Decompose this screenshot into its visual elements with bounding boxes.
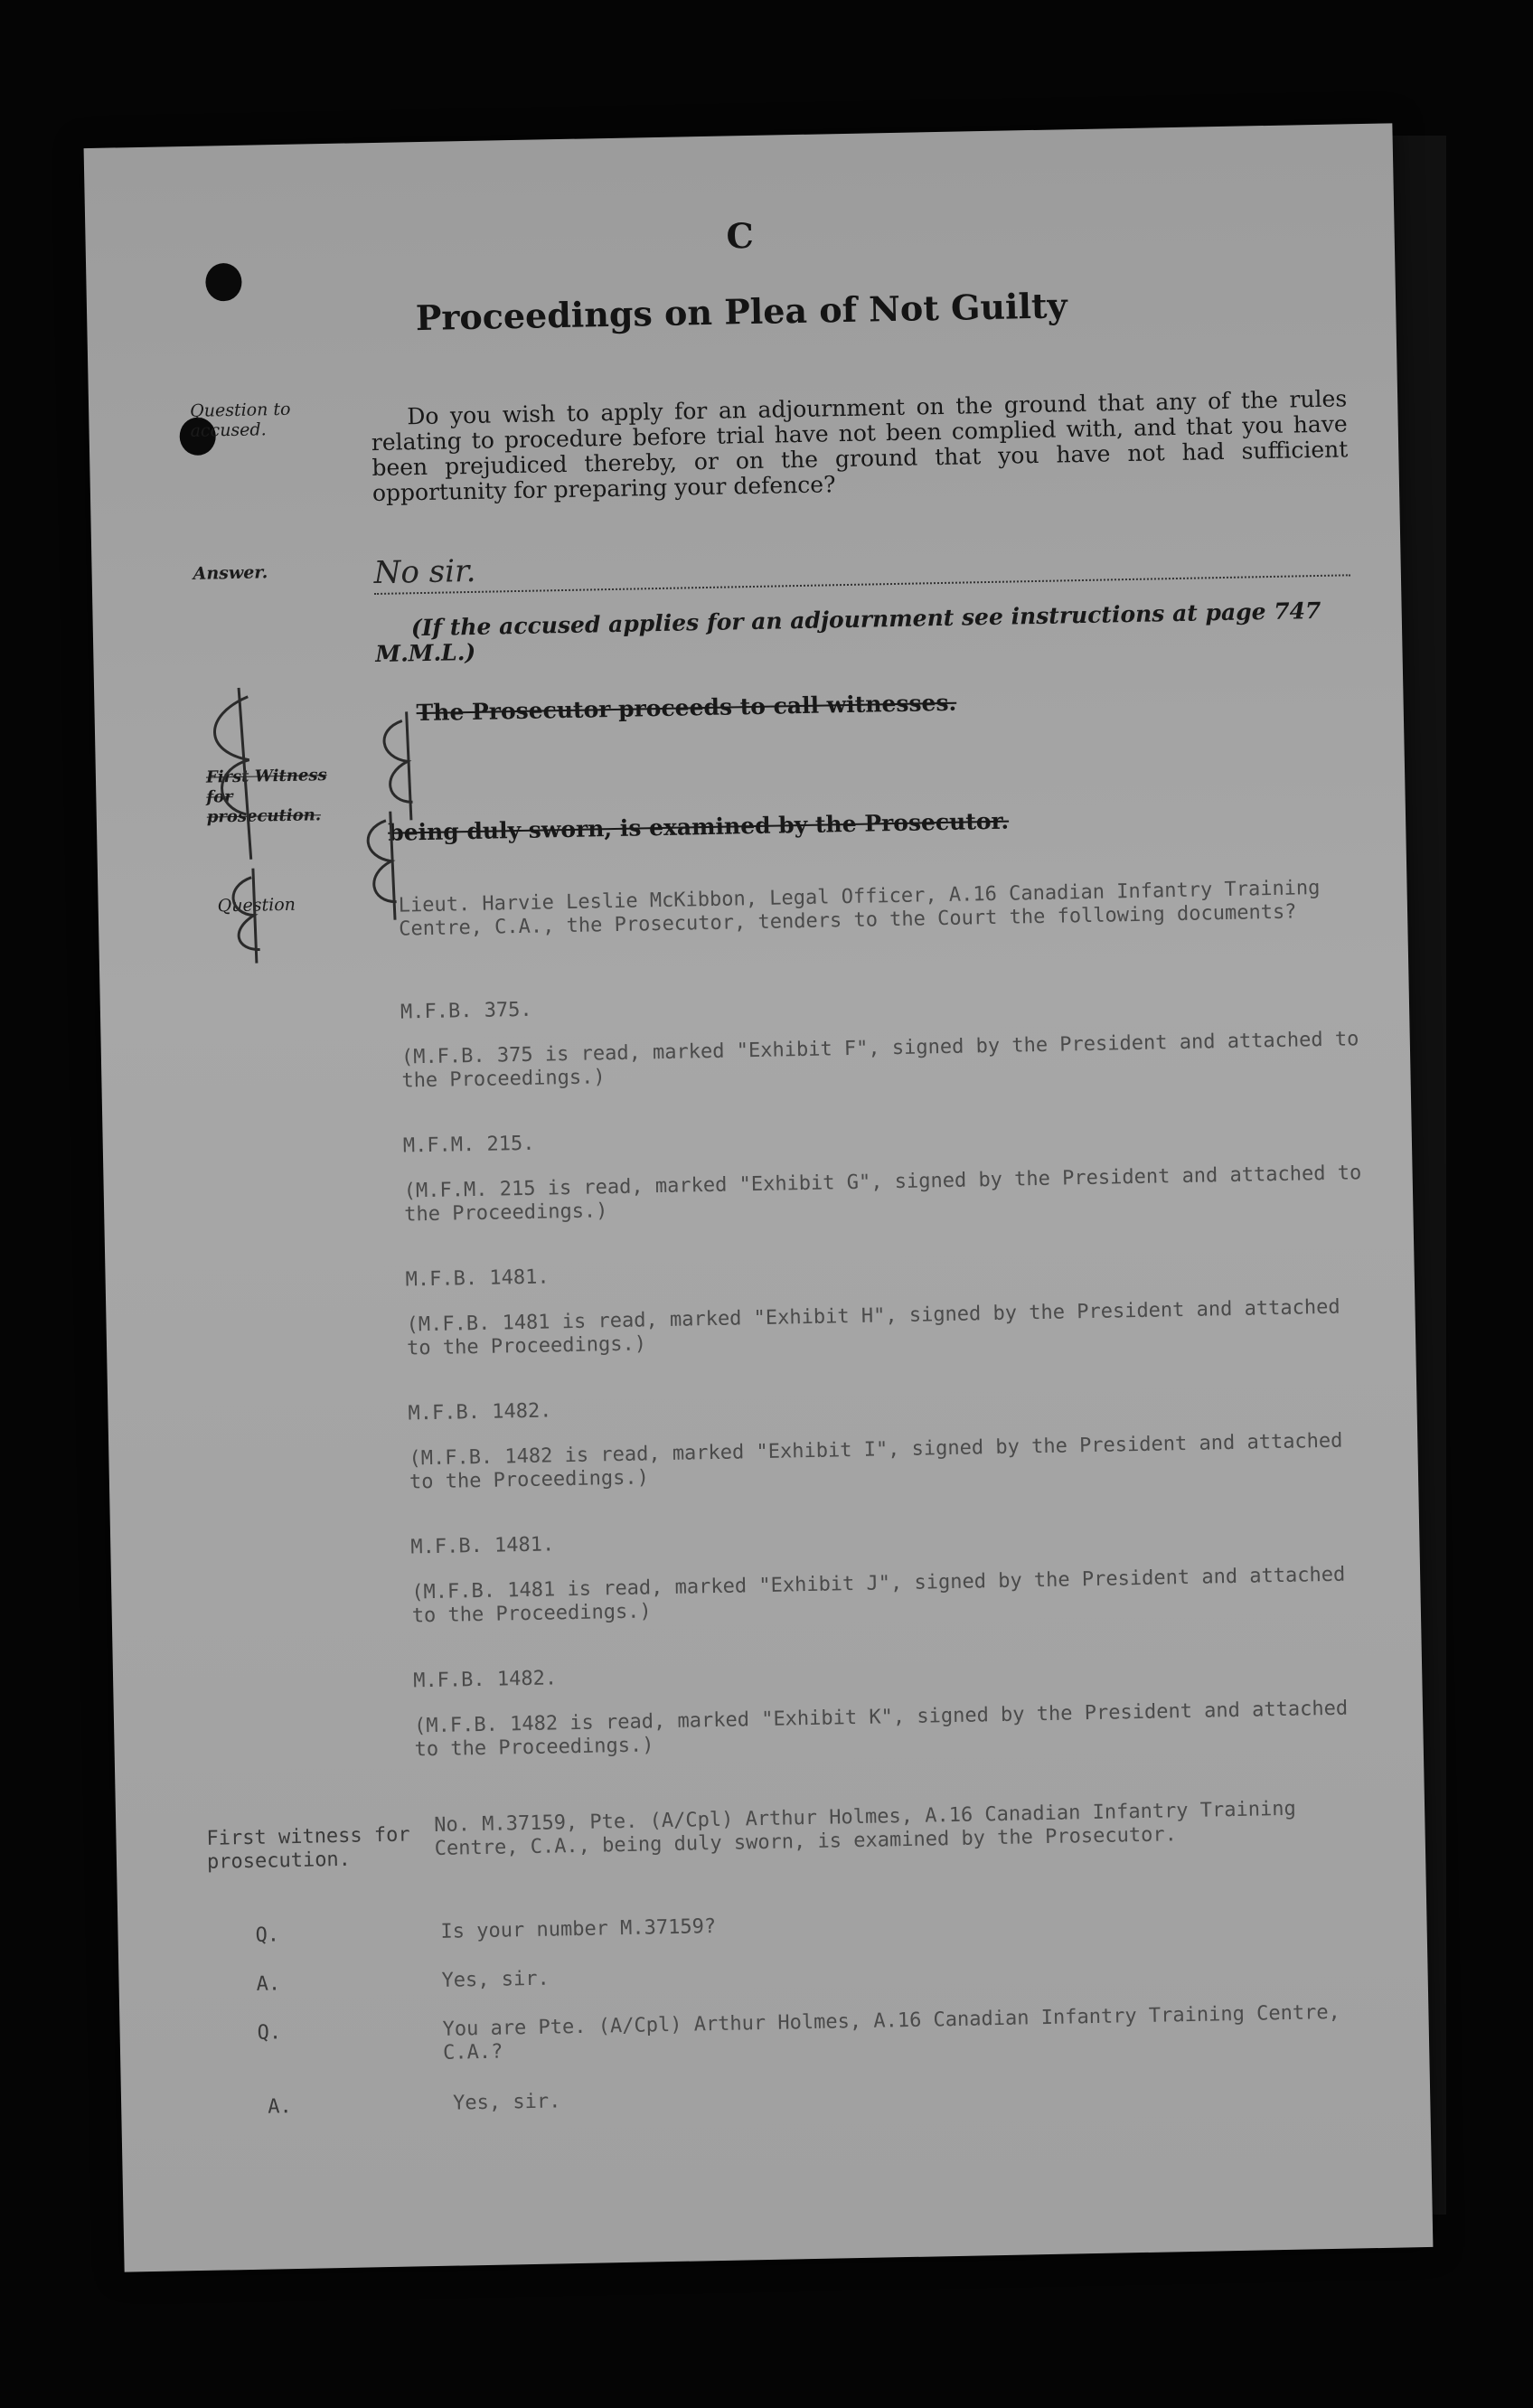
document-note: (M.F.B. 1482 is read, marked "Exhibit I", signed by the President and attached to the Proceedings.) bbox=[409, 1429, 1355, 1494]
qa-tag: Q. bbox=[255, 1924, 280, 1947]
document-label: M.F.M. 215. bbox=[402, 1132, 535, 1158]
margin-first-witness-struck: First Witness for prosecution. bbox=[205, 766, 327, 827]
bracket-mark bbox=[214, 688, 251, 861]
qa-text: Is your number M.37159? bbox=[440, 1915, 717, 1943]
qa-tag: A. bbox=[267, 2095, 292, 2119]
document-entry bbox=[413, 1651, 1374, 1803]
section-mark-1 bbox=[383, 711, 412, 821]
document-note: (M.F.M. 215 is read, marked "Exhibit G", signed by the President and attached to the Proceedings.) bbox=[403, 1161, 1374, 1227]
answer-handwritten: No sir. bbox=[373, 552, 476, 592]
prosecutor-tenders-documents: Lieut. Harvie Leslie McKibbon, Legal Officer, A.16 Canadian Infantry Training Centre, C.A., the Prosecutor, tenders to the Court the following documents? bbox=[398, 876, 1332, 941]
margin-first-witness: First witness for prosecution. bbox=[206, 1823, 410, 1874]
examination-qa bbox=[253, 1903, 1387, 2145]
document-entry bbox=[400, 983, 1371, 1134]
punch-hole-top bbox=[205, 263, 242, 302]
section-mark-2 bbox=[368, 812, 397, 921]
document-label: M.F.B. 1481. bbox=[405, 1265, 550, 1292]
document-entry bbox=[408, 1384, 1368, 1536]
document-label: M.F.B. 1482. bbox=[412, 1667, 558, 1693]
qa-text: Yes, sir. bbox=[452, 2090, 561, 2115]
adjournment-note: (If the accused applies for an adjournment see instructions at page 747 M.M.L.) bbox=[375, 597, 1321, 668]
margin-question-to-accused: Question to accused. bbox=[189, 399, 291, 441]
section-mark-3 bbox=[232, 869, 259, 964]
document-note: (M.F.B. 1481 is read, marked "Exhibit J", signed by the President and attached to the Proceedings.) bbox=[411, 1563, 1358, 1628]
sworn-examined-struck: being duly sworn, is examined by the Prosecutor. bbox=[387, 807, 1010, 846]
page-title: Proceedings on Plea of Not Guilty bbox=[415, 285, 1067, 339]
document-note: (M.F.B. 1481 is read, marked "Exhibit H", signed by the President and attached to the Proceedings.) bbox=[406, 1295, 1353, 1360]
qa-tag: Q. bbox=[257, 2021, 282, 2045]
document-note: (M.F.B. 375 is read, marked "Exhibit F", signed by the President and attached to the Proceedings.) bbox=[400, 1027, 1371, 1093]
document-label: M.F.B. 1482. bbox=[408, 1399, 552, 1425]
document-label: M.F.B. 375. bbox=[400, 998, 532, 1024]
qa-text: Yes, sir. bbox=[441, 1967, 550, 1992]
qa-tag: A. bbox=[256, 1972, 281, 1996]
margin-answer: Answer. bbox=[193, 562, 268, 584]
qa-text: You are Pte. (A/Cpl) Arthur Holmes, A.16 Canadian Infantry Training Centre, C.A.? bbox=[442, 2000, 1353, 2065]
documents-list bbox=[400, 983, 1374, 1803]
adjournment-question: Do you wish to apply for an adjournment on the ground that any of the rules relating to procedure before trial have not been complied with, and that you have been prejudiced thereby, or on the ground that you have not had sufficient opportunity for preparing your defence? bbox=[371, 385, 1349, 507]
document-entry bbox=[410, 1518, 1371, 1670]
document-label: M.F.B. 1481. bbox=[410, 1533, 555, 1559]
margin-question: Question bbox=[217, 894, 296, 917]
document-note: (M.F.B. 1482 is read, marked "Exhibit K", signed by the President and attached to the Proceedings.) bbox=[413, 1697, 1360, 1762]
answer-line bbox=[374, 547, 1350, 595]
document-entry bbox=[405, 1250, 1366, 1402]
document-entry bbox=[402, 1116, 1374, 1268]
document-page bbox=[84, 123, 1434, 2272]
prosecutor-calls-struck: The Prosecutor proceeds to call witnesses. bbox=[416, 689, 957, 727]
section-letter: C bbox=[726, 214, 755, 257]
first-witness-statement: No. M.37159, Pte. (A/Cpl) Arthur Holmes, A.16 Canadian Infantry Training Centre, C.A., being duly sworn, is examined by the Prosecutor. bbox=[434, 1797, 1309, 1861]
